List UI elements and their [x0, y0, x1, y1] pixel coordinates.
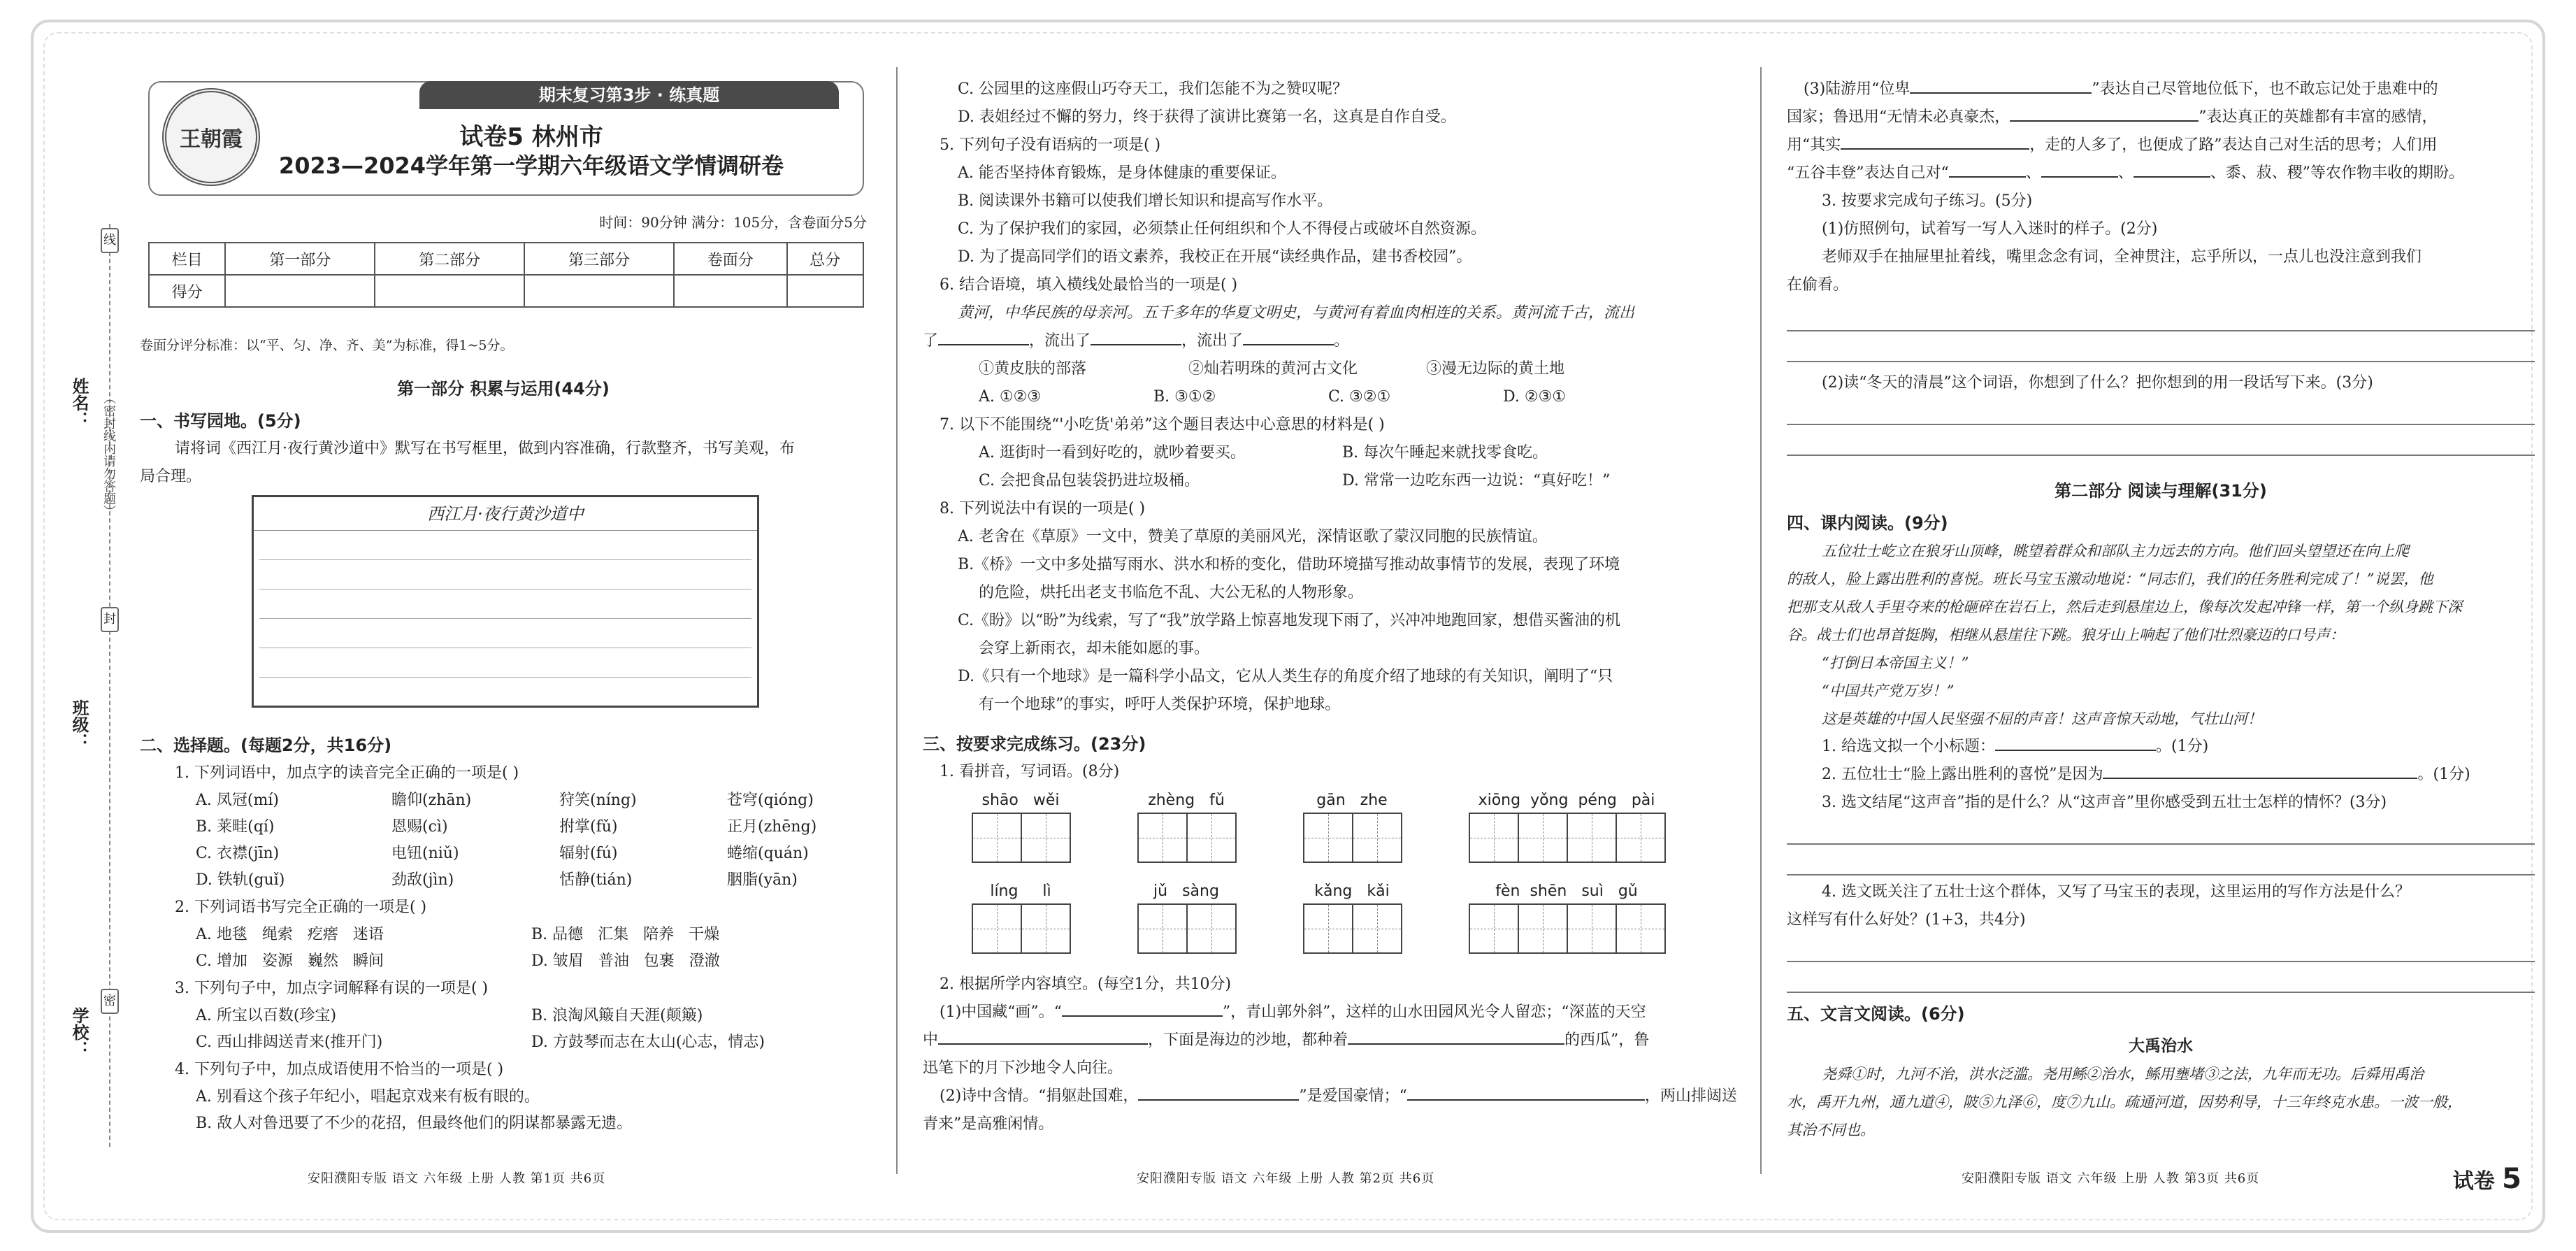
- brand-logo: 王朝霞: [162, 88, 260, 186]
- fill-blank[interactable]: [1091, 327, 1181, 345]
- option[interactable]: B. 阅读课外书籍可以使我们增长知识和提高写作水平。: [958, 192, 1333, 210]
- passage: 的敌人，脸上露出胜利的喜悦。班长马宝玉激动地说：“同志们，我们的任务胜利完成了！”说罢，他: [1787, 571, 2433, 587]
- score-header: 第二部分: [375, 243, 524, 275]
- option: 劲敌(jìn): [391, 871, 454, 889]
- option: 胭脂(yān): [727, 871, 798, 889]
- option[interactable]: A. 逛街时一看到好吃的，就吵着要买。: [979, 444, 1246, 462]
- option[interactable]: B. 敌人对鲁迅要了不少的花招，但最终他们的阴谋都暴露无遗。: [196, 1115, 633, 1132]
- q2-1-options: [140, 787, 867, 894]
- writing-grid[interactable]: [252, 495, 759, 708]
- option[interactable]: B. 每次午睡起来就找零食吃。: [1342, 444, 1548, 462]
- char-box[interactable]: [1616, 903, 1666, 954]
- char-box[interactable]: [1352, 813, 1402, 863]
- option-cont: 的危险，烘托出老支书临危不乱、大公无私的人物形象。: [979, 584, 1364, 601]
- passage: 这是英雄的中国人民坚强不屈的声音！这声音惊天动地，气壮山河！: [1822, 710, 2262, 727]
- fill-blank[interactable]: [2103, 761, 2417, 779]
- answer-line[interactable]: [1787, 428, 2535, 456]
- option[interactable]: C. ③②①: [1328, 388, 1391, 406]
- fill-blank[interactable]: [1995, 733, 2156, 751]
- fill-blank[interactable]: [1910, 76, 2092, 94]
- pinyin-item: zhèng fǔ: [1137, 789, 1235, 873]
- class-label: 班级：: [69, 699, 89, 750]
- school-label: 学校：: [69, 1007, 89, 1057]
- passage: “打倒日本帝国主义！”: [1822, 655, 1969, 671]
- pinyin-item: líng lì: [972, 880, 1070, 964]
- q6-passage: 黄河，中华民族的母亲河。五千多年的华夏文明史，与黄河有着血肉相连的关系。黄河流千古，流出: [958, 304, 1635, 322]
- option[interactable]: A. 别看这个孩子年纪小，唱起京戏来有板有眼的。: [196, 1088, 540, 1106]
- fill-line: (3)陆游用“位卑 ”表达自己尽管地位低下，也不敢忘记处于患难中的: [1787, 76, 2535, 103]
- classical-text: 其治不同也。: [1787, 1122, 1875, 1138]
- q3-3-1: (1)仿照例句，试着写一写人入迷时的样子。(2分): [1822, 220, 2158, 238]
- option[interactable]: A. ①②③: [979, 388, 1042, 406]
- q3-2: 2. 根据所学内容填空。(每空1分，共10分): [940, 975, 1232, 993]
- page-2-footer: 安阳濮阳专版 语文 六年级 上册 人教 第2页 共6页: [1137, 1171, 1435, 1186]
- score-cell[interactable]: [375, 275, 524, 307]
- fill-blank[interactable]: [1407, 1082, 1645, 1101]
- char-box[interactable]: [972, 903, 1022, 954]
- q6-choices: [923, 355, 1727, 383]
- option[interactable]: B. ③①②: [1153, 388, 1216, 406]
- part2-heading: 第二部分 阅读与理解(31分): [2055, 481, 2267, 501]
- q4-title: 四、课内阅读。(9分): [1787, 513, 1948, 533]
- writing-line[interactable]: [259, 531, 751, 560]
- q1-text: 请将词《西江月·夜行黄沙道中》默写在书写框里，做到内容准确，行款整齐，书写美观，布: [175, 440, 795, 457]
- score-header: 总分: [787, 243, 863, 275]
- q6-options: [923, 383, 1727, 411]
- passage: “中国共产党万岁！”: [1822, 682, 1955, 699]
- char-box[interactable]: [1616, 813, 1666, 863]
- paper-title: 试卷5 林州市: [459, 123, 603, 151]
- char-box[interactable]: [1021, 813, 1071, 863]
- pinyin-item: gān zhe: [1303, 789, 1401, 873]
- option[interactable]: C.《盼》以“盼”为线索，写了“我”放学路上惊喜地发现下雨了，兴冲冲地跑回家，想借买酱油的机: [958, 612, 1621, 629]
- passage: 五位壮士屹立在狼牙山顶峰，眺望着群众和部队主力远去的方向。他们回头望望还在向上爬: [1822, 543, 2409, 559]
- option[interactable]: C. 衣襟(jīn): [196, 845, 280, 862]
- char-box[interactable]: [1186, 813, 1237, 863]
- option[interactable]: C. 会把食品包装袋扔进垃圾桶。: [979, 472, 1200, 489]
- q3-title: 三、按要求完成练习。(23分): [923, 734, 1146, 754]
- q1-title: 一、书写园地。(5分): [140, 411, 301, 431]
- fill-line: “五谷丰登”表达自己对“ 、 、 、黍、菽、稷”等农作物丰收的期盼。: [1787, 159, 2535, 187]
- option-cont: 会穿上新雨衣，却未能如愿的事。: [979, 640, 1210, 657]
- score-cell[interactable]: [225, 275, 375, 307]
- char-box[interactable]: [1567, 903, 1617, 954]
- fill-line: 国家；鲁迅用“无情未必真豪杰， ”表达真正的英雄都有丰富的感情，: [1787, 103, 2535, 131]
- writing-line[interactable]: [259, 589, 751, 619]
- fill-blank[interactable]: [938, 327, 1029, 345]
- q3-1: 1. 看拼音，写词语。(8分): [940, 763, 1120, 780]
- seal-note: （密封线内请勿答题）: [101, 392, 116, 517]
- fill-blank[interactable]: [2010, 103, 2199, 122]
- writing-line[interactable]: [259, 619, 751, 648]
- choice: ①黄皮肤的部落: [979, 360, 1087, 378]
- fill-blank[interactable]: [2134, 159, 2210, 178]
- example: 老师双手在抽屉里扯着线，嘴里念念有词，全神贯注，忘乎所以，一点儿也没注意到我们: [1822, 248, 2422, 266]
- score-row-label: 得分: [149, 275, 225, 307]
- score-header: 卷面分: [674, 243, 787, 275]
- q2-title: 二、选择题。(每题2分，共16分): [140, 736, 392, 755]
- char-box[interactable]: [1303, 813, 1353, 863]
- char-box[interactable]: [1518, 813, 1568, 863]
- fill-blank[interactable]: [1949, 159, 2026, 178]
- option[interactable]: B. 莱畦(qí): [196, 818, 275, 836]
- score-header: 第一部分: [225, 243, 375, 275]
- q3-2-line: 迅笔下的月下沙地令人向往。: [923, 1059, 1123, 1077]
- option[interactable]: D.《只有一个地球》是一篇科学小品文，它从人类生存的角度介绍了地球的有关知识，阐明了“只: [958, 668, 1613, 685]
- option[interactable]: D. 皱眉 普油 包裹 澄澈: [531, 952, 720, 970]
- option[interactable]: A. 凤冠(mí): [196, 792, 279, 809]
- answer-line[interactable]: [1787, 303, 2535, 331]
- char-box[interactable]: [1137, 903, 1188, 954]
- option[interactable]: C. 西山排闼送青来(推开门): [196, 1034, 383, 1051]
- score-cell[interactable]: [787, 275, 863, 307]
- answer-line[interactable]: [1787, 397, 2535, 425]
- pinyin-item: kǎng kǎi: [1303, 880, 1401, 964]
- q2-2: 2. 下列词语书写完全正确的一项是( ): [175, 899, 427, 916]
- option: 正月(zhēng): [727, 818, 817, 836]
- fill-blank[interactable]: [1841, 131, 2029, 150]
- neat-standard: 卷面分评分标准：以“平、匀、净、齐、美”为标准，得1~5分。: [140, 338, 514, 353]
- char-box[interactable]: [972, 813, 1022, 863]
- page-1-footer: 安阳濮阳专版 语文 六年级 上册 人教 第1页 共6页: [308, 1171, 606, 1186]
- option: 辐射(fú): [559, 845, 618, 862]
- option[interactable]: D. 表姐经过不懈的努力，终于获得了演讲比赛第一名，这真是自作自受。: [958, 108, 1456, 126]
- fill-blank[interactable]: [938, 1027, 1148, 1045]
- column-divider: [896, 67, 898, 1174]
- q2-3: 3. 下列句子中，加点字词解释有误的一项是( ): [175, 980, 489, 997]
- score-header: 栏目: [149, 243, 225, 275]
- review-banner: 期末复习第3步 · 练真题: [419, 81, 839, 109]
- writing-line[interactable]: [259, 648, 751, 678]
- seal-tag-line: 线: [101, 228, 119, 253]
- answer-line[interactable]: [1787, 965, 2535, 993]
- pinyin-item: jǔ sàng: [1137, 880, 1235, 964]
- example: 在偷看。: [1787, 276, 1849, 294]
- writing-line[interactable]: [259, 678, 751, 707]
- choice: ②灿若明珠的黄河古文化: [1188, 360, 1358, 378]
- option: 狩笑(níng): [559, 792, 637, 809]
- option: 电钮(niǔ): [391, 845, 459, 862]
- fill-blank[interactable]: [1062, 999, 1223, 1017]
- q7: 7. 以下不能围绕“'小吃货'弟弟”这个题目表达中心意思的材料是( ): [940, 416, 1385, 434]
- passage: 把那支从敌人手里夺来的枪砸碎在岩石上，然后走到悬崖边上，像每次发起冲锋一样，第一个纵身跳下深: [1787, 599, 2462, 615]
- q3-2-line: (1)中国藏“画”。“ ”，青山郭外斜”，这样的山水田园风光令人留恋；“深蓝的天空: [923, 999, 1727, 1027]
- writing-grid-title: 西江月·夜行黄沙道中: [254, 497, 757, 531]
- classical-text: 水，禹开九州，通九道④，陂⑤九泽⑥，度⑦九山。疏通河道，因势利导，十三年终克水患。一波一般，: [1787, 1094, 2462, 1110]
- q3-3-2: (2)读“冬天的清晨”这个词语，你想到了什么？把你想到的用一段话写下来。(3分): [1822, 374, 2373, 392]
- exam-meta: 时间：90分钟 满分：105分，含卷面分5分: [599, 214, 867, 231]
- option[interactable]: D. 铁轨(guǐ): [196, 871, 285, 889]
- option[interactable]: B.《桥》一文中多处描写雨水、洪水和桥的变化，借助环境描写推动故事情节的发展，表现了环境: [958, 556, 1620, 573]
- option: 苍穹(qióng): [727, 792, 814, 809]
- option[interactable]: A. 能否坚持体育锻炼，是身体健康的重要保证。: [958, 164, 1286, 182]
- q4-4: 这样写有什么好处？(1+3，共4分): [1787, 911, 2026, 929]
- fill-blank[interactable]: [1138, 1082, 1299, 1101]
- option[interactable]: D. 常常一边吃东西一边说：“真好吃！”: [1342, 472, 1611, 489]
- q4-3: 3. 选文结尾“这声音”指的是什么？从“这声音”里你感受到五壮士怎样的情怀？(3分): [1822, 794, 2387, 811]
- option: 恩赐(cì): [391, 818, 448, 836]
- fill-line: 用“其实 ，走的人多了，也便成了路”表达自己对生活的思考；人们用: [1787, 131, 2535, 159]
- fill-blank[interactable]: [2041, 159, 2118, 178]
- score-table: [148, 242, 864, 308]
- q2-3-options: [140, 1003, 867, 1056]
- passage: 谷。战士们也昂首挺胸，相继从悬崖往下跳。狼牙山上响起了他们壮烈豪迈的口号声：: [1787, 627, 2345, 643]
- q8: 8. 下列说法中有误的一项是( ): [940, 500, 1146, 517]
- test-number: 试卷 5: [2452, 1163, 2521, 1195]
- seal-tag-seal: 封: [101, 607, 119, 632]
- option[interactable]: B. 浪淘风簸自天涯(颠簸): [531, 1007, 703, 1024]
- q4-1: 1. 给选文拟一个小标题： 。(1分): [1787, 733, 2535, 761]
- pinyin-item: shāo wěi: [972, 789, 1070, 873]
- score-header: 第三部分: [524, 243, 674, 275]
- q4-4: 4. 选文既关注了五壮士这个群体，又写了马宝玉的表现，这里运用的写作方法是什么？: [1822, 883, 2410, 901]
- q2-1: 1. 下列词语中，加点字的读音完全正确的一项是( ): [175, 764, 519, 782]
- pinyin-row: [972, 880, 1727, 964]
- page-3-footer: 安阳濮阳专版 语文 六年级 上册 人教 第3页 共6页: [1962, 1171, 2260, 1186]
- option[interactable]: A. 老舍在《草原》一文中，赞美了草原的美丽风光，深情讴歌了蒙汉同胞的民族情谊。: [958, 528, 1548, 545]
- page-2: [923, 76, 1737, 1181]
- q5-title: 五、文言文阅读。(6分): [1787, 1004, 1965, 1024]
- char-box[interactable]: [1303, 903, 1353, 954]
- answer-line[interactable]: [1787, 817, 2535, 845]
- writing-line[interactable]: [259, 560, 751, 589]
- q5-heading: 大禹治水: [2129, 1037, 2193, 1055]
- option: 拊掌(fǔ): [559, 818, 618, 836]
- q2-4: 4. 下列句子中，加点成语使用不恰当的一项是( ): [175, 1061, 504, 1078]
- q2-2-options: [140, 922, 867, 975]
- option[interactable]: D. 为了提高同学们的语文素养，我校正在开展“读经典作品，建书香校园”。: [958, 248, 1472, 266]
- part1-heading: 第一部分 积累与运用(44分): [397, 379, 610, 399]
- option[interactable]: D. ②③①: [1503, 388, 1567, 406]
- q3-2-line: (2)诗中含情。“捐躯赴国难， ”是爱国豪情；“ ，两山排闼送: [923, 1082, 1727, 1110]
- q7-options: [923, 439, 1727, 495]
- pinyin-item: fèn shēn suì gǔ: [1469, 880, 1664, 964]
- char-box[interactable]: [1567, 813, 1617, 863]
- fill-blank[interactable]: [1348, 1027, 1564, 1045]
- choice: ③漫无边际的黄土地: [1426, 360, 1565, 378]
- q4-2: 2. 五位壮士“脸上露出胜利的喜悦”是因为 。(1分): [1787, 761, 2535, 789]
- seal-tag-secret: 密: [101, 989, 119, 1014]
- option[interactable]: C. 增加 姿源 巍然 瞬间: [196, 952, 384, 970]
- option[interactable]: C. 为了保护我们的家园，必须禁止任何组织和个人不得侵占或破坏自然资源。: [958, 220, 1487, 238]
- pinyin-item: xiōng yǒng péng pài: [1469, 789, 1664, 873]
- option[interactable]: A. 地毯 绳索 疙瘩 迷语: [196, 926, 384, 943]
- char-box[interactable]: [1137, 813, 1188, 863]
- option: 瞻仰(zhān): [391, 792, 472, 809]
- page-1-choices: [140, 727, 867, 1181]
- score-cell[interactable]: [674, 275, 787, 307]
- option[interactable]: D. 方鼓琴而志在太山(心志，情志): [531, 1034, 765, 1051]
- q1-text: 局合理。: [140, 468, 202, 485]
- q3-2-line: 中 ，下面是海边的沙地，都种着 的西瓜”，鲁: [923, 1027, 1727, 1055]
- column-divider: [1760, 67, 1762, 1174]
- q3-2-line: 青来”是高雅闲情。: [923, 1115, 1054, 1133]
- char-box[interactable]: [1469, 813, 1519, 863]
- answer-line[interactable]: [1787, 934, 2535, 962]
- page-3: [1787, 76, 2535, 1181]
- name-label: 姓名：: [69, 378, 89, 428]
- q6: 6. 结合语境，填入横线处最恰当的一项是( ): [940, 276, 1238, 294]
- option-cont: 有一个地球”的事实，呼吁人类保护环境，保护地球。: [979, 696, 1341, 713]
- q5: 5. 下列句子没有语病的一项是( ): [940, 136, 1161, 154]
- q3-3: 3. 按要求完成句子练习。(5分): [1822, 192, 2033, 210]
- option: 蜷缩(quán): [727, 845, 809, 862]
- char-box[interactable]: [1469, 903, 1519, 954]
- option[interactable]: B. 品德 汇集 陪养 干燥: [531, 926, 720, 943]
- char-box[interactable]: [1186, 903, 1237, 954]
- q6-blanks: 了 ，流出了 ，流出了 。: [923, 327, 1727, 355]
- answer-line[interactable]: [1787, 848, 2535, 875]
- score-cell[interactable]: [524, 275, 674, 307]
- option: 恬静(tián): [559, 871, 633, 889]
- pinyin-row: [972, 789, 1727, 873]
- char-box[interactable]: [1518, 903, 1568, 954]
- paper-subtitle: 2023—2024学年第一学期六年级语文学情调研卷: [278, 152, 784, 179]
- char-box[interactable]: [1021, 903, 1071, 954]
- option[interactable]: C. 公园里的这座假山巧夺天工，我们怎能不为之赞叹呢？: [958, 80, 1348, 98]
- option[interactable]: A. 所宝以百数(珍宝): [196, 1007, 337, 1024]
- char-box[interactable]: [1352, 903, 1402, 954]
- fill-blank[interactable]: [1243, 327, 1334, 345]
- answer-line[interactable]: [1787, 334, 2535, 362]
- classical-text: 尧舜①时，九河不治，洪水泛滥。尧用鲧②治水，鲧用壅堵③之法，九年而无功。后舜用禹治: [1822, 1066, 2424, 1082]
